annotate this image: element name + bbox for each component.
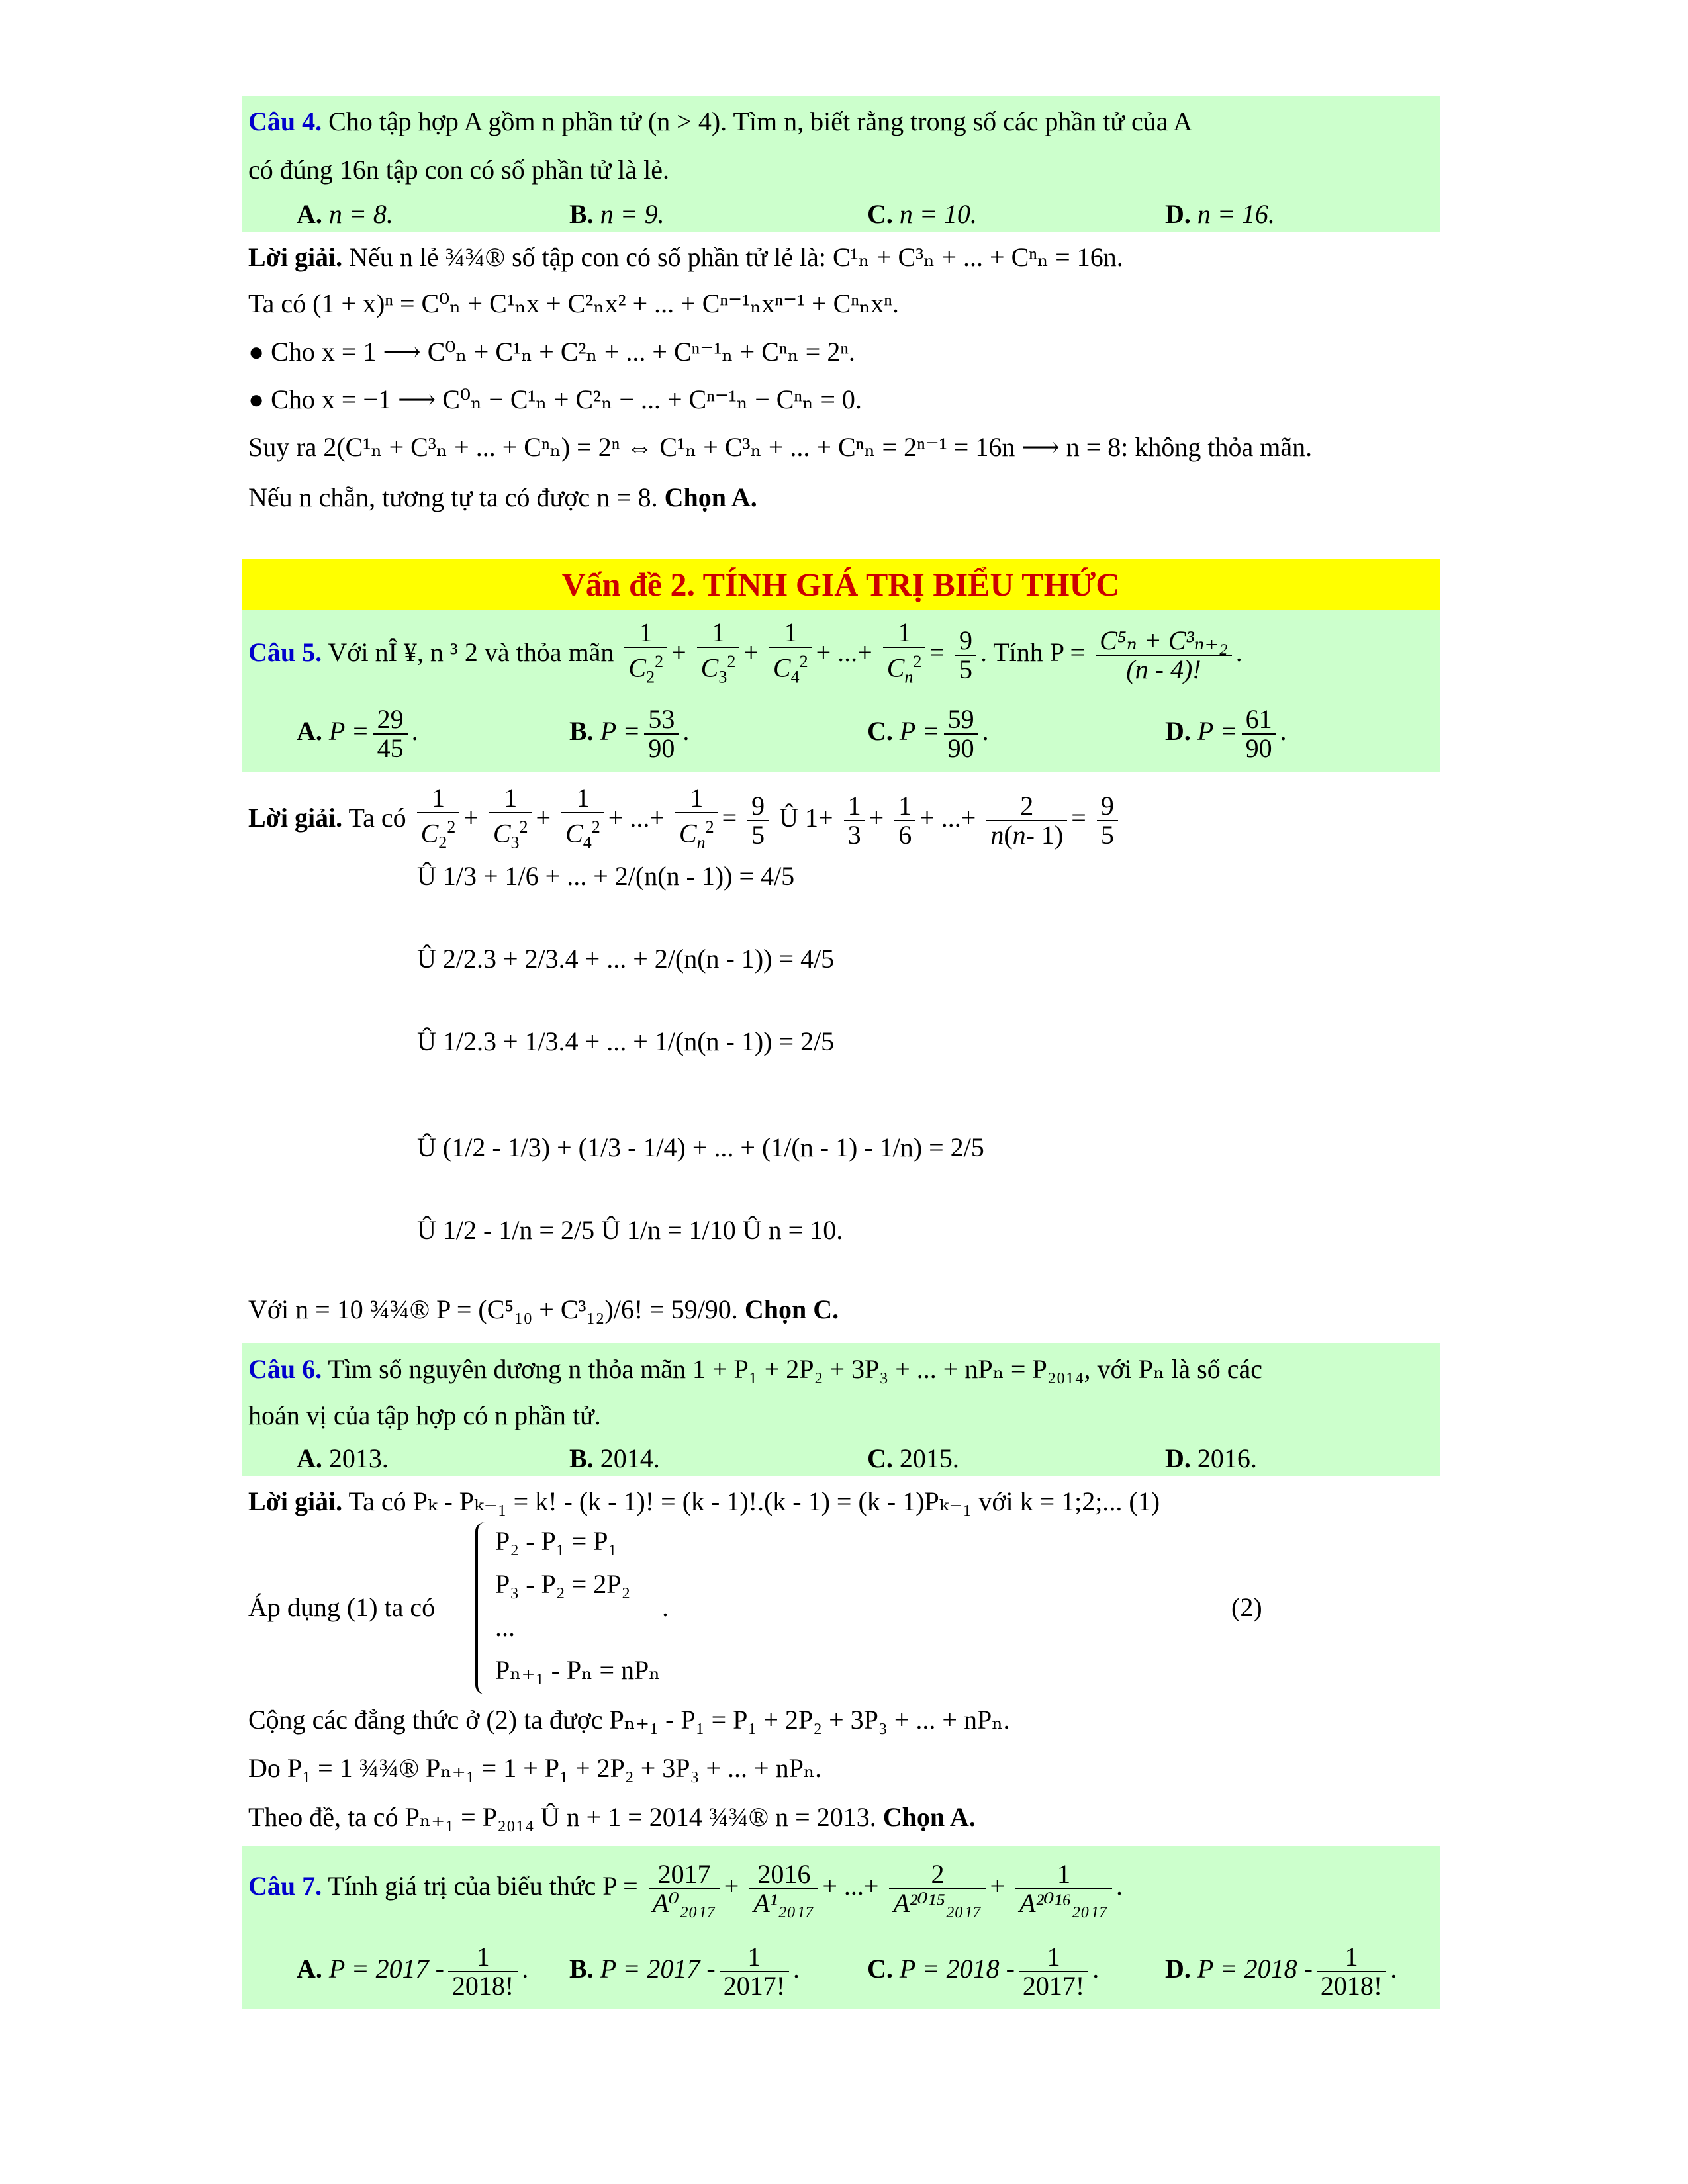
option-d[interactable]: D. n = 16. bbox=[1165, 199, 1275, 229]
question-4-line1 bbox=[248, 106, 1192, 138]
solution-4-line-2: Ta có (1 + x)ⁿ = C⁰ₙ + C¹ₙx + C²ₙx² + ... + Cⁿ⁻¹ₙxⁿ⁻¹ + Cⁿₙxⁿ. bbox=[248, 289, 899, 318]
solution-5-step-2: Û 2/2.3 + 2/3.4 + ... + 2/(n(n - 1)) = 4/5 bbox=[417, 944, 835, 974]
system-brace bbox=[475, 1522, 492, 1694]
system-eq-2: P₃ - P₂ = 2P₂ bbox=[495, 1569, 631, 1599]
option-d[interactable]: D. P = $\frac{61}{90}$ . bbox=[1165, 704, 1287, 763]
question-6-label: Câu 6. bbox=[248, 1354, 322, 1384]
solution-4-line-3: ● Cho x = 1 ⟶ C⁰ₙ + C¹ₙ + C²ₙ + ... + Cⁿ⁻¹ₙ + Cⁿₙ = 2ⁿ. bbox=[248, 337, 855, 367]
question-5-label: Câu 5. bbox=[248, 637, 322, 667]
question-5-intro: Với nÎ ¥, n ³ 2 và thỏa mãn bbox=[328, 637, 614, 667]
question-7-label: Câu 7. bbox=[248, 1871, 322, 1901]
solution-4-line-1: Lời giải. Nếu n lẻ ¾¾® số tập con có số phần tử lẻ là: C¹ₙ + C³ₙ + ... + Cⁿₙ = 16n. bbox=[248, 242, 1123, 272]
question-4-text-2: có đúng 16n tập con có số phần tử là lẻ. bbox=[248, 155, 669, 185]
solution-4-line-4: ● Cho x = −1 ⟶ C⁰ₙ − C¹ₙ + C²ₙ − ... + Cⁿ⁻¹ₙ − Cⁿₙ = 0. bbox=[248, 385, 862, 414]
system-dot: . bbox=[662, 1592, 669, 1622]
solution-6-sum: Cộng các đẳng thức ở (2) ta được Pₙ₊₁ - P₁ = P₁ + 2P₂ + 3P₃ + ... + nPₙ. bbox=[248, 1705, 1010, 1735]
frac-1-c42: $\frac{1}{C_4^2}$ bbox=[769, 619, 812, 691]
option-a[interactable]: A. n = 8. bbox=[297, 199, 393, 229]
solution-5-step-3: Û 1/2.3 + 1/3.4 + ... + 1/(n(n - 1)) = 2/5 bbox=[417, 1026, 835, 1056]
option-b[interactable]: B. P = $\frac{53}{90}$ . bbox=[569, 704, 690, 763]
system-eq-4: Pₙ₊₁ - Pₙ = nPₙ bbox=[495, 1655, 661, 1685]
frac-rhs: $\frac{9}{5}$ bbox=[955, 627, 976, 684]
question-7-line1: Câu 7. Tính giá trị của biểu thức P = $\frac{2017}{\text{A⁰₂₀₁₇}}$ + $\frac{2016}{\text{A¹₂₀₁₇}}$ + ...+ $\frac{2}{\text{A²⁰¹⁵₂₀₁₇}}$ + $\frac{1}{\text{A²⁰¹⁶₂₀₁₇}}$ . bbox=[248, 1858, 1123, 1918]
option-c[interactable]: C. P = 2018 - $\frac{1}{2017!}$ . bbox=[867, 1941, 1100, 2001]
option-c[interactable]: C. n = 10. bbox=[867, 199, 977, 229]
frac-1-c32: $\frac{1}{C_3^2}$ bbox=[697, 619, 740, 691]
solution-5-line-1: Lời giải. Ta có $\frac{1}{C_2^2}$ + $\frac{1}{C_3^2}$ + $\frac{1}{C_4^2}$ + ...+ $\frac{1}{C_n^2}$ = $\frac{9}{5}$ Û 1+ $\frac{1}{3}$ + $\frac{1}{6}$ + ...+ $\frac{2}{n(n- 1)}$ = $\frac{9}{5}$ bbox=[248, 784, 1122, 856]
option-b[interactable]: B. P = 2017 - $\frac{1}{2017!}$ . bbox=[569, 1941, 800, 2001]
equation-tag-2: (2) bbox=[1231, 1592, 1262, 1622]
question-6-text-2: hoán vị của tập hợp có n phần tử. bbox=[248, 1400, 601, 1430]
option-b[interactable]: B. 2014. bbox=[569, 1443, 660, 1473]
solution-5-conclusion: Với n = 10 ¾¾® P = (C⁵₁₀ + C³₁₂)/6! = 59/90. Chọn C. bbox=[248, 1295, 839, 1324]
question-5-tinh: . Tính P = bbox=[980, 637, 1086, 667]
solution-5-step-1: Û 1/3 + 1/6 + ... + 2/(n(n - 1)) = 4/5 bbox=[417, 861, 795, 891]
solution-6-theo: Theo đề, ta có Pₙ₊₁ = P₂₀₁₄ Û n + 1 = 2014 ¾¾® n = 2013. Chọn A. bbox=[248, 1802, 976, 1832]
option-a[interactable]: A. P = 2017 - $\frac{1}{2018!}$ . bbox=[297, 1941, 529, 2001]
option-a[interactable]: A. 2013. bbox=[297, 1443, 389, 1473]
question-4-text-1: Cho tập hợp A gồm n phần tử (n > 4). Tìm n, biết rằng trong số các phần tử của A bbox=[328, 107, 1193, 136]
option-a[interactable]: A. P = $\frac{29}{45}$ . bbox=[297, 704, 418, 763]
option-b[interactable]: B. n = 9. bbox=[569, 199, 665, 229]
system-eq-3: ... bbox=[495, 1612, 515, 1642]
question-4-label: Câu 4. bbox=[248, 107, 322, 136]
solution-6-do: Do P₁ = 1 ¾¾® Pₙ₊₁ = 1 + P₁ + 2P₂ + 3P₃ + ... + nPₙ. bbox=[248, 1753, 822, 1783]
option-d[interactable]: D. 2016. bbox=[1165, 1443, 1257, 1473]
system-eq-1: P₂ - P₁ = P₁ bbox=[495, 1526, 618, 1556]
frac-p: $\frac{\text{C⁵ₙ + C³ₙ₊₂}}{(n - 4)!}$ bbox=[1096, 627, 1232, 684]
question-6-line1: Câu 6. Tìm số nguyên dương n thỏa mãn 1 + P₁ + 2P₂ + 3P₃ + ... + nPₙ = P₂₀₁₄, với Pₙ là số các bbox=[248, 1354, 1262, 1384]
option-c[interactable]: C. P = $\frac{59}{90}$ . bbox=[867, 704, 989, 763]
question-5-line1: Câu 5. Với nÎ ¥, n ³ 2 và thỏa mãn $\frac{1}{C_2^2}$ + $\frac{1}{C_3^2}$ + $\frac{1}{C_4^2}$ + ...+ $\frac{1}{C_n^2}$ = $\frac{9}{5}$ . Tính P = $\frac{\text{C⁵ₙ + C³ₙ₊₂}}{(n - 4)!}$ . bbox=[248, 619, 1243, 691]
frac-1-c22: $\frac{1}{C_2^2}$ bbox=[624, 619, 667, 691]
frac-1-cn2: $\frac{1}{C_n^2}$ bbox=[883, 619, 926, 691]
solution-6-line-1: Lời giải. Ta có Pₖ - Pₖ₋₁ = k! - (k - 1)! = (k - 1)!.(k - 1) = (k - 1)Pₖ₋₁ với k = 1;2;... (1) bbox=[248, 1486, 1160, 1516]
option-d[interactable]: D. P = 2018 - $\frac{1}{2018!}$ . bbox=[1165, 1941, 1397, 2001]
solution-5-step-4: Û (1/2 - 1/3) + (1/3 - 1/4) + ... + (1/(n - 1) - 1/n) = 2/5 bbox=[417, 1132, 984, 1162]
solution-6-apply: Áp dụng (1) ta có bbox=[248, 1592, 436, 1622]
option-c[interactable]: C. 2015. bbox=[867, 1443, 959, 1473]
solution-4-line-6: Nếu n chẵn, tương tự ta có được n = 8. Chọn A. bbox=[248, 482, 757, 512]
solution-4-line-5: Suy ra 2(C¹ₙ + C³ₙ + ... + Cⁿₙ) = 2ⁿ ⇔ C¹ₙ + C³ₙ + ... + Cⁿₙ = 2ⁿ⁻¹ = 16n ⟶ n = 8: không thỏa mãn. bbox=[248, 432, 1313, 462]
section-heading: Vấn đề 2. TÍNH GIÁ TRỊ BIỂU THỨC bbox=[561, 566, 1120, 603]
solution-5-step-5: Û 1/2 - 1/n = 2/5 Û 1/n = 1/10 Û n = 10. bbox=[417, 1215, 843, 1245]
